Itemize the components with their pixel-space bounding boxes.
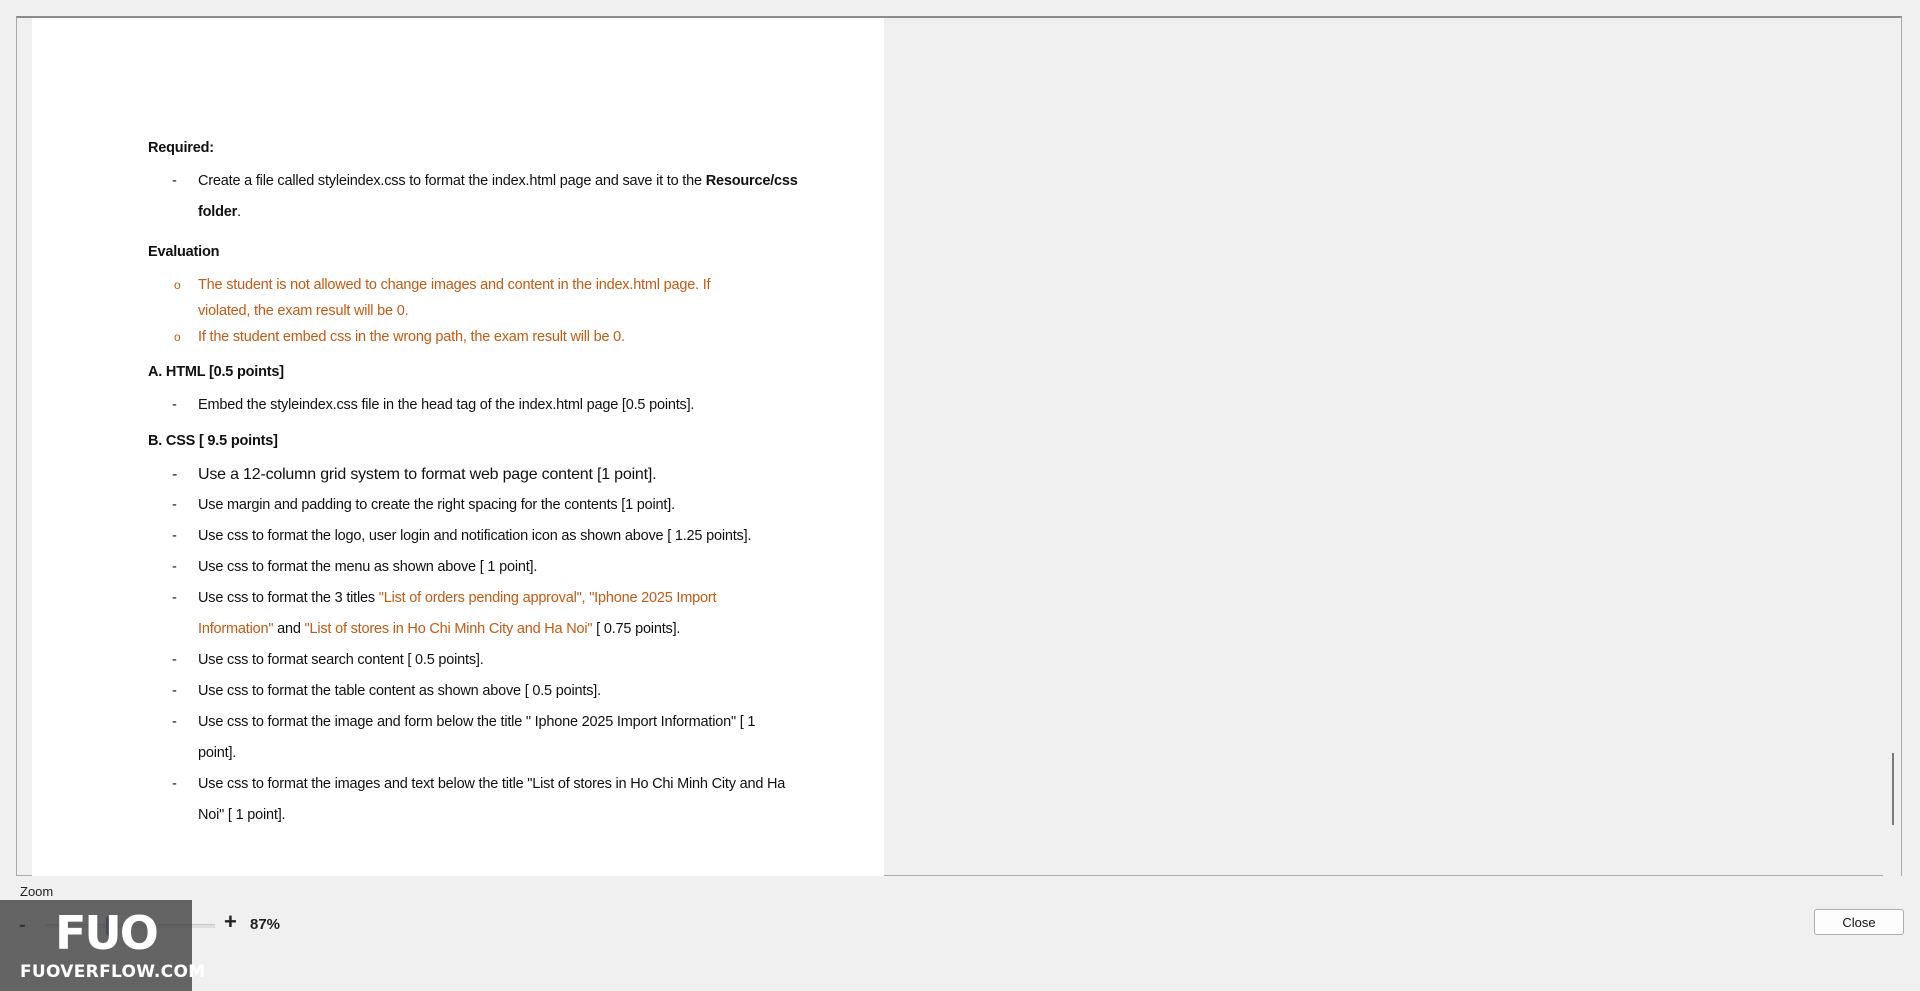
watermark-site: FUOVERFLOW.COM <box>20 962 206 982</box>
circle-marker: o <box>174 278 181 292</box>
item-text: Use css to format the table content as shown above [ 0.5 points]. <box>198 683 601 699</box>
item-text: Use a 12-column grid system to format web page content [1 point]. <box>198 466 657 483</box>
item-text: Create a file called styleindex.css to format the index.html page and save it to the <box>198 173 706 189</box>
section-b-item <box>148 583 828 645</box>
zoom-in-button[interactable]: + <box>224 909 237 934</box>
section-b-item <box>148 676 828 707</box>
dash-marker: - <box>172 497 177 513</box>
section-b-item <box>148 521 828 552</box>
section-b-item <box>148 552 828 583</box>
dash-marker: - <box>172 714 177 730</box>
item-text: Use margin and padding to create the right spacing for the contents [1 point]. <box>198 497 675 513</box>
watermark-logo: FUO <box>55 906 157 960</box>
document-content <box>148 140 828 831</box>
document-viewport[interactable] <box>16 16 1902 876</box>
item-text: If the student embed css in the wrong path, the exam result will be 0. <box>198 329 625 345</box>
dash-marker: - <box>172 559 177 575</box>
dash-marker: - <box>172 466 178 483</box>
item-text: and <box>273 621 305 637</box>
item-text: [ 0.75 points]. <box>592 621 681 637</box>
section-b-item <box>148 769 828 831</box>
zoom-label: Zoom <box>20 884 54 899</box>
evaluation-item <box>148 272 828 324</box>
item-bold-text: folder <box>198 204 238 220</box>
evaluation-heading: Evaluation <box>148 244 220 260</box>
item-text: Noi" [ 1 point]. <box>198 807 286 823</box>
item-text: Use css to format the image and form below the title " Iphone 2025 Import Information" [ 1 <box>198 714 756 730</box>
zoom-value: 87% <box>250 916 281 933</box>
item-text: Use css to format the menu as shown above [ 1 point]. <box>198 559 538 575</box>
circle-marker: o <box>174 330 181 344</box>
dash-marker: - <box>172 590 177 606</box>
item-orange-text: "List of stores in Ho Chi Minh City and Ha Noi" <box>304 621 593 637</box>
section-b-item <box>148 490 828 521</box>
item-orange-text: Information" <box>198 621 274 637</box>
item-text: point]. <box>198 745 237 761</box>
section-b-item <box>148 645 828 676</box>
item-text: The student is not allowed to change images and content in the index.html page. If <box>198 277 711 293</box>
dash-marker: - <box>172 397 177 413</box>
section-b-heading: B. CSS [ 9.5 points] <box>148 433 278 449</box>
dash-marker: - <box>172 528 177 544</box>
dash-marker: - <box>172 776 177 792</box>
item-text: Use css to format the logo, user login and notification icon as shown above [ 1.25 points]. <box>198 528 752 544</box>
item-text: Use css to format the 3 titles <box>198 590 379 606</box>
evaluation-item <box>148 324 828 350</box>
item-orange-text: "List of orders pending approval", "Iphone 2025 Import <box>378 590 717 606</box>
document-page <box>32 18 884 876</box>
section-a-heading: A. HTML [0.5 points] <box>148 364 284 380</box>
item-bold-text: Resource/css <box>705 173 798 189</box>
section-a-item <box>148 390 828 421</box>
scrollbar-thumb[interactable] <box>1892 753 1894 825</box>
section-b-item <box>148 459 828 490</box>
required-heading: Required: <box>148 140 214 156</box>
dash-marker: - <box>172 652 177 668</box>
item-text: Use css to format the images and text below the title "List of stores in Ho Chi Minh City and Ha <box>198 776 786 792</box>
dash-marker: - <box>172 173 177 189</box>
dash-marker: - <box>172 683 177 699</box>
vertical-scrollbar[interactable] <box>1883 18 1901 876</box>
section-b-item <box>148 707 828 769</box>
item-text: violated, the exam result will be 0. <box>198 303 409 319</box>
item-text: Embed the styleindex.css file in the head tag of the index.html page [0.5 points]. <box>198 397 695 413</box>
item-text: Use css to format search content [ 0.5 points]. <box>198 652 484 668</box>
required-item <box>148 166 828 228</box>
watermark-overlay <box>0 900 206 991</box>
item-text: . <box>237 204 241 220</box>
close-button[interactable]: Close <box>1814 909 1904 935</box>
